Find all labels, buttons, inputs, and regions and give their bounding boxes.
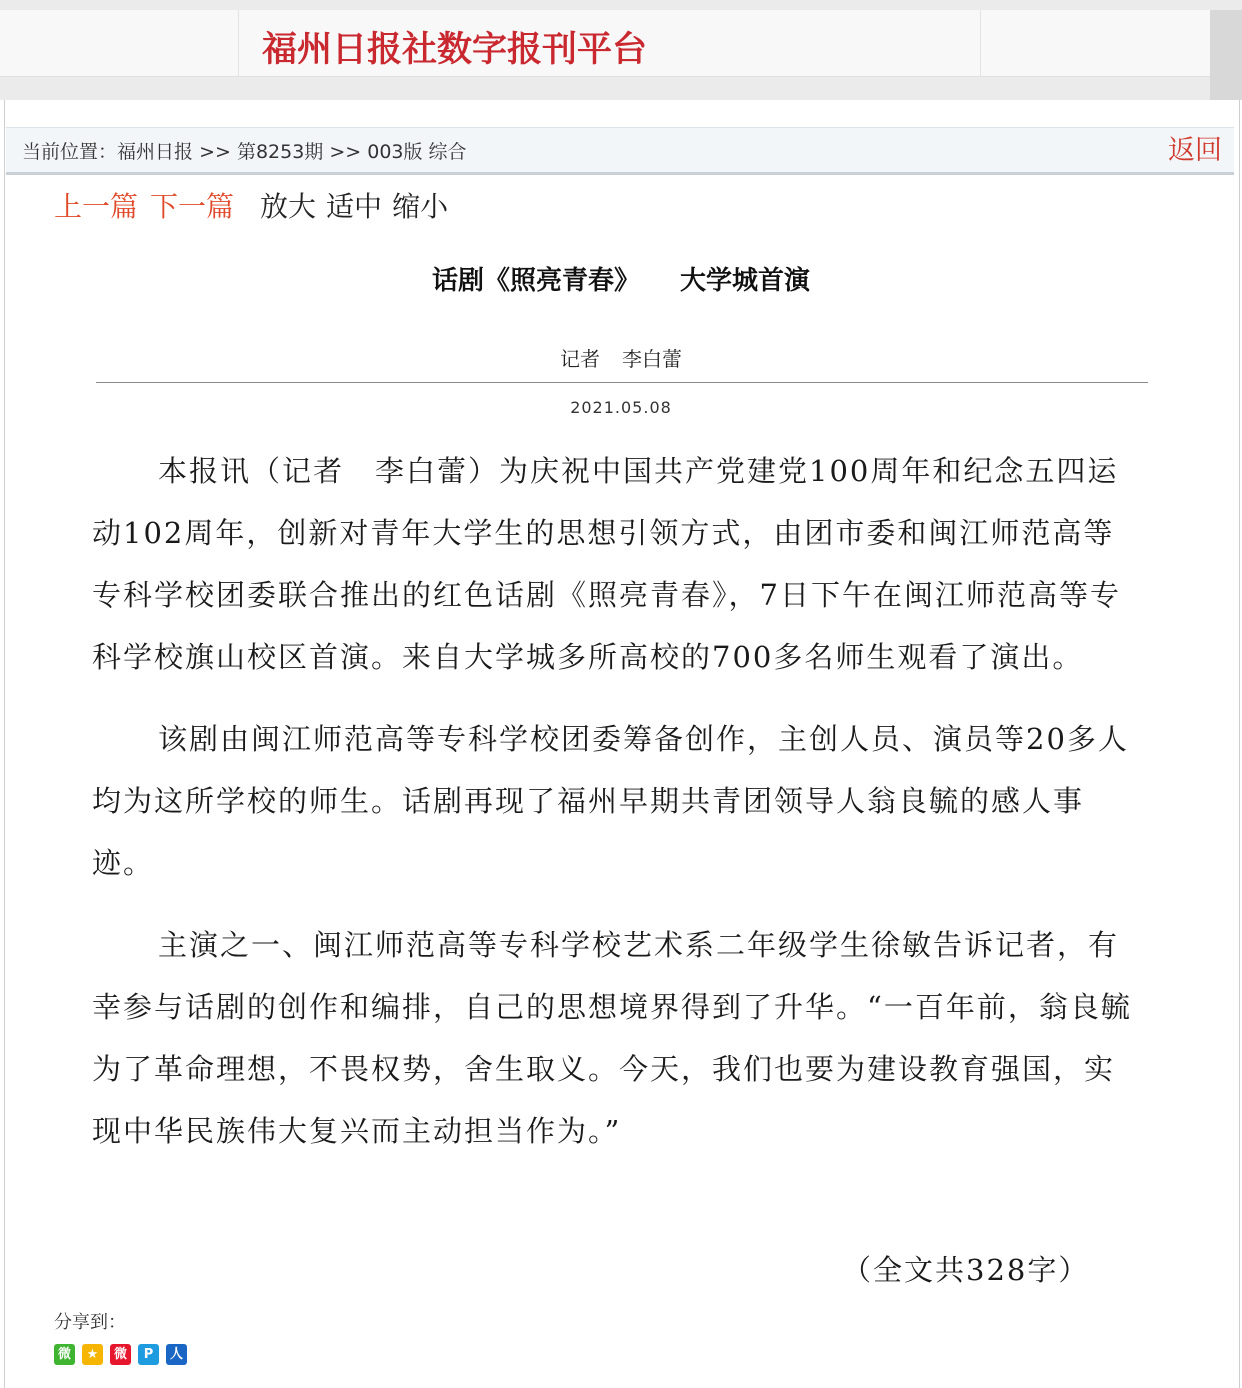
banner-divider — [980, 10, 981, 76]
breadcrumb-page[interactable]: 003版 综合 — [367, 141, 467, 163]
breadcrumb-separator: >> — [193, 141, 237, 163]
site-banner — [0, 10, 1210, 77]
renren-icon[interactable]: 人 — [166, 1344, 187, 1365]
tencent-weibo-icon[interactable]: P — [138, 1344, 159, 1365]
article-date: 2021.05.08 — [570, 398, 672, 417]
article-title-sub: 大学城首演 — [680, 266, 811, 296]
word-count: （全文共328字） — [842, 1253, 1090, 1287]
banner-edge — [1210, 10, 1242, 100]
article-title — [0, 264, 1242, 298]
breadcrumb-separator: >> — [323, 141, 368, 163]
article-paragraph: 本报讯（记者 李白蕾）为庆祝中国共产党建党100周年和纪念五四运动102周年，创新对青年大学生的思想引领方式，由团市委和闽江师范高等专科学校团委联合推出的红色话剧《照亮青春》，7日下午在闽江师范高等专科学校旗山校区首演。来自大学城多所高校的700多名师生观看了演出。 — [92, 454, 1121, 674]
zoom-out-button[interactable]: 缩小 — [392, 190, 449, 223]
article-toolbar — [54, 190, 458, 224]
breadcrumb-prefix: 当前位置： — [22, 141, 118, 163]
breadcrumb-issue[interactable]: 第8253期 — [236, 141, 324, 163]
share-icons — [54, 1344, 187, 1366]
back-link[interactable]: 返回 — [1168, 135, 1222, 166]
next-article-link[interactable]: 下一篇 — [150, 190, 235, 223]
prev-article-link[interactable]: 上一篇 — [54, 190, 139, 223]
share-label: 分享到： — [54, 1312, 126, 1333]
author-role: 记者 — [560, 347, 600, 371]
article-paragraph: 该剧由闽江师范高等专科学校团委筹备创作，主创人员、演员等20多人均为这所学校的师生。话剧再现了福州早期共青团领导人翁良毓的感人事迹。 — [92, 722, 1129, 880]
breadcrumb — [6, 127, 1234, 175]
breadcrumb-paper[interactable]: 福州日报 — [117, 141, 194, 163]
article-byline — [0, 346, 1242, 372]
title-divider — [96, 382, 1148, 383]
zoom-fit-button[interactable]: 适中 — [326, 190, 383, 223]
wechat-icon[interactable]: 微 — [54, 1344, 75, 1365]
breadcrumb-text — [22, 141, 467, 163]
banner-divider — [238, 10, 239, 76]
site-title[interactable]: 福州日报社数字报刊平台 — [262, 30, 648, 70]
zoom-in-button[interactable]: 放大 — [260, 190, 317, 223]
article-paragraph: 主演之一、闽江师范高等专科学校艺术系二年级学生徐敏告诉记者，有幸参与话剧的创作和编排，自己的思想境界得到了升华。“一百年前，翁良毓为了革命理想，不畏权势，舍生取义。今天，我们也要为建设教育强国，实现中华民族伟大复兴而主动担当作为。” — [92, 928, 1132, 1148]
author-name: 李白蕾 — [622, 347, 682, 371]
qzone-icon[interactable]: ★ — [82, 1344, 103, 1365]
article-title-main: 话剧《照亮青春》 — [431, 266, 640, 296]
weibo-icon[interactable]: 微 — [110, 1344, 131, 1365]
article-body — [92, 440, 1132, 1182]
